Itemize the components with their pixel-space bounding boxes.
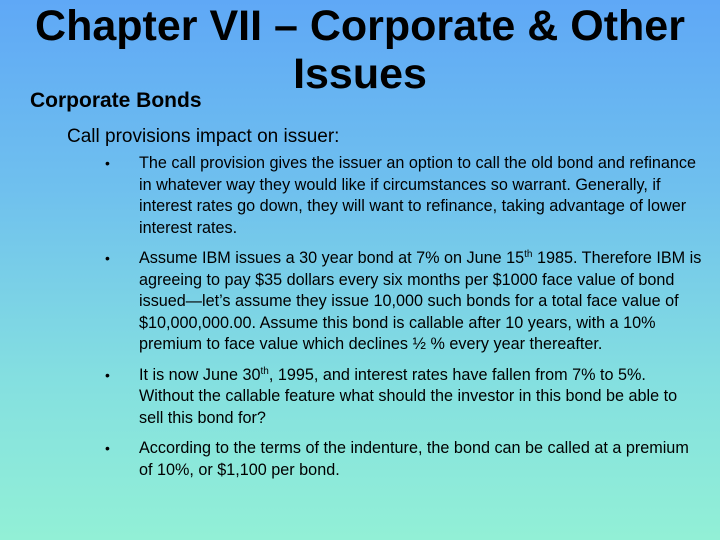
slide-title-line-1: Chapter VII – Corporate & Other (35, 2, 685, 50)
bullet-text-part: , 1995, and interest rates have fallen from 7% to 5%. Without the callable feature what should the investor in this bond be able to sell this bond for? (139, 365, 678, 427)
bullet-item-2 (95, 248, 705, 356)
bullet-dot-icon: • (105, 366, 110, 383)
bullet-text (139, 249, 701, 353)
bullet-text-part: It is now June 30 (139, 365, 261, 384)
bullet-item-3 (95, 365, 705, 430)
bullet-text-part: 1985. Therefore IBM is agreeing to pay $35 dollars every six months per $1000 face value of bond issued—let’s assume they issue 10,000 such bonds for a total face value of $10,000,000.00. Assume this bond is callable after 10 years, with a 10% premium to face value which declines ½ % every year thereafter. (139, 249, 702, 353)
superscript: th (260, 365, 269, 377)
slide-title-line-2: Issues (293, 50, 427, 98)
slide-title (0, 2, 720, 98)
bullet-list (95, 153, 705, 490)
bullet-text (139, 366, 677, 427)
superscript: th (524, 249, 533, 260)
bullet-dot-icon: • (105, 155, 110, 171)
bullet-item-1 (95, 153, 705, 239)
section-heading: Corporate Bonds (30, 89, 202, 112)
subheading: Call provisions impact on issuer: (67, 126, 340, 147)
bullet-dot-icon: • (105, 440, 110, 456)
bullet-text-part: Assume IBM issues a 30 year bond at 7% on June 15 (139, 249, 525, 267)
bullet-text: The call provision gives the issuer an option to call the old bond and refinance in whatever way they would like if circumstances so warrant. Generally, if interest rates go down, they will want to refinance, taking advantage of lower interest rates. (139, 154, 697, 237)
bullet-text: According to the terms of the indenture, the bond can be called at a premium of 10%, or $1,100 per bond. (139, 439, 689, 479)
bullet-item-4 (95, 438, 705, 481)
bullet-dot-icon: • (105, 250, 110, 266)
